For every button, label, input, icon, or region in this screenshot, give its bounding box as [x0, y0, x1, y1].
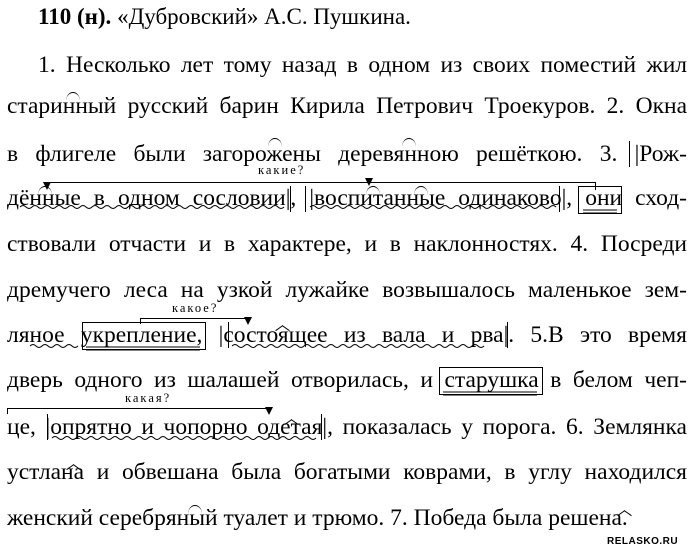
- arrow-down-icon: [43, 182, 51, 190]
- watermark-logo: RELASKO.RU: [607, 536, 679, 547]
- text-line-8: дверь одного из шалашей отворилась, и старушка в белом чеп-: [7, 367, 687, 393]
- text-line-4: дённые в одном сословии|, |воспитанные одинаково|, они сход-: [7, 185, 687, 211]
- text-line-3: в флигеле были загорожены деревянною решёткою. 3. |Рож-: [7, 141, 687, 167]
- question-bracket-tick: [140, 318, 141, 324]
- question-label-kakoe: какое?: [172, 301, 219, 315]
- question-bracket-tick: [7, 408, 8, 414]
- question-bracket-line: [140, 318, 248, 319]
- text-line-5: ствовали отчасти и в характере, и в наклонностях. 4. Посреди: [7, 231, 687, 257]
- wavy-underline: [310, 206, 556, 209]
- text-line-1: 1. Несколько лет тому назад в одном из своих поместий жил: [38, 52, 687, 78]
- text-line-9: це, |опрятно и чопорно одетая|, показалась у порога. 6. Землянка: [7, 414, 687, 440]
- arrow-down-icon: [265, 407, 273, 415]
- text-line-11: женский серебряный туалет и трюмо. 7. Победа была решена.: [7, 505, 628, 531]
- exercise-number: 110 (н).: [38, 4, 112, 29]
- wavy-underline: [30, 345, 78, 348]
- text-line-7: ляное укрепление, |состоящее из вала и рва|. 5.В это время: [7, 322, 687, 348]
- arrow-down-icon: [365, 178, 373, 186]
- question-bracket-line: [7, 408, 269, 409]
- question-bracket-line: [47, 182, 595, 183]
- text-line-2: старинный русский барин Кирила Петрович Троекуров. 2. Окна: [7, 93, 687, 119]
- text-line-6: дремучего леса на узкой лужайке возвышалось маленькое зем-: [7, 277, 687, 303]
- question-label-kakie: какие?: [258, 163, 306, 177]
- wavy-underline: [232, 345, 484, 348]
- exercise-heading: «Дубровский» А.С. Пушкина.: [117, 4, 411, 29]
- wavy-underline: [52, 437, 316, 440]
- question-bracket-tick: [595, 182, 596, 190]
- arrow-down-icon: [244, 317, 252, 325]
- question-label-kakaya: какая?: [125, 391, 172, 405]
- wavy-underline: [20, 206, 284, 209]
- text-line-10: устлана и обвешана была богатыми коврами, в углу находился: [7, 459, 687, 485]
